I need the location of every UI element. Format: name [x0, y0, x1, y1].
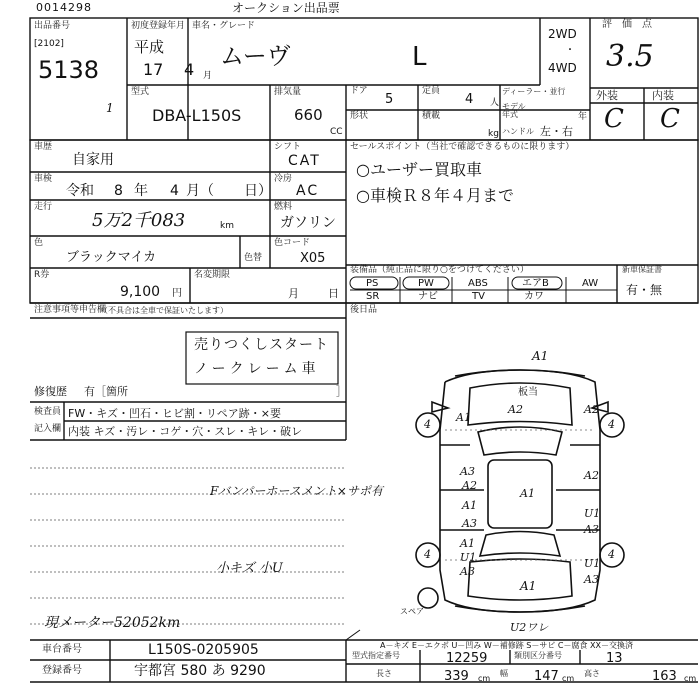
plate-value: 宇都宮 580 あ 9290: [134, 663, 266, 679]
ext-grade: C: [604, 104, 624, 134]
note-bumper: Fバンパーホースメント×サポ有: [210, 484, 383, 498]
fuel-value: ガソリン: [280, 215, 336, 231]
stamp-line-2: ノークレーム車: [194, 361, 320, 377]
load-unit: kg: [488, 129, 499, 139]
shift-label: シフト: [274, 142, 302, 152]
width-value: 147: [534, 669, 559, 684]
warranty-label: 新車保証書: [622, 265, 662, 274]
expire-label: 名変期限: [194, 270, 231, 280]
model-name: ムーヴ: [220, 42, 291, 70]
model-year-label: モデル年式: [502, 102, 526, 119]
wheel-fl-label: 4: [424, 418, 431, 431]
chassis-label: 車台番号: [42, 644, 82, 655]
diagram-label-a1-rear: A1: [520, 579, 537, 593]
inspection-era: 令和: [66, 183, 94, 199]
after-date-label: 後日品: [350, 305, 378, 315]
note-current-meter: 現メーター52052km: [44, 615, 181, 631]
fuel-label: 燃料: [274, 202, 293, 212]
diagram-label-a2-hood: A2: [508, 403, 523, 416]
equip-pw: PW: [418, 278, 434, 289]
lot-number: 5138: [38, 56, 100, 84]
diagram-label-u1-lr: U1: [460, 551, 477, 564]
height-unit: cm: [684, 674, 697, 683]
int-label: 内装: [652, 89, 674, 102]
diagram-label-a2-rf: A2: [584, 403, 599, 416]
equip-aw: AW: [582, 278, 599, 289]
diagram-label-u2-crack: U2ワレ: [510, 621, 549, 634]
inspection-month: 4: [170, 183, 179, 199]
ac-label: 冷房: [274, 174, 293, 184]
wheel-rl-label: 4: [424, 548, 431, 561]
form-title: オークション出品票: [232, 1, 340, 15]
plate-label: 登録番号: [42, 665, 82, 676]
displacement-value: 660: [294, 106, 323, 124]
handle-label: ハンドル: [502, 127, 534, 136]
color-label: 色: [34, 238, 44, 248]
warranty-value: 有・無: [626, 283, 663, 297]
check-label-2: 記入欄: [34, 424, 62, 434]
diagram-label-a3-l2: A3: [462, 517, 477, 530]
inspection-day-unit: 日）: [244, 183, 272, 199]
check-row-1: FW・キズ・凹石・ヒビ割・リペア跡・×要: [68, 407, 281, 420]
mileage-unit: km: [220, 221, 234, 231]
equip-leather: カワ: [524, 291, 544, 302]
inspection-year: 8: [114, 183, 123, 199]
spare-label: スペア: [400, 607, 424, 616]
ac-value: AC: [296, 183, 320, 199]
diagram-label-a1-roof: A1: [520, 487, 535, 500]
shift-value: CAT: [288, 153, 321, 169]
repair-value: 有［箇所: [84, 385, 128, 398]
door-label: ドア: [350, 86, 368, 96]
ticket-label-2: 類別区分番号: [514, 651, 562, 660]
sales-point-2: ○車検Ｒ８年４月まで: [356, 186, 514, 205]
mileage-value: 5万2千083: [92, 210, 186, 231]
equip-navi: ナビ: [418, 291, 438, 302]
check-row-2: 内装 キズ・汚レ・コゲ・穴・スレ・キレ・破レ: [68, 425, 303, 438]
recycle-unit: 円: [172, 288, 182, 299]
shape-label: 形状: [350, 111, 369, 121]
model-grade: L: [412, 42, 427, 72]
model-year-unit: 年: [578, 112, 588, 122]
type-label: 型式: [131, 87, 150, 97]
recycle-label: R券: [34, 270, 50, 280]
lot-code: [2102]: [34, 39, 64, 49]
handle-value: 左・右: [540, 125, 573, 138]
model-label: 車名・グレード: [192, 21, 256, 31]
dealer-label: ディーラー・並行: [502, 87, 566, 96]
mileage-label: 走行: [34, 202, 53, 212]
barcode-number: 0014298: [36, 1, 92, 14]
color-code-label: 色コード: [274, 238, 311, 248]
diagram-label-a1-lr: A1: [460, 537, 475, 550]
notes-label: 注意事項等申告欄: [34, 305, 107, 315]
displacement-unit: CC: [330, 127, 343, 137]
load-label: 積載: [422, 111, 441, 121]
length-label: 長さ: [376, 669, 392, 678]
damage-legend: A－キズ E－エクボ U－凹み W－補修跡 S－サビ C－腐食 XX－交換済: [380, 641, 634, 650]
score-label: 評 価 点: [602, 19, 652, 30]
equip-abs: ABS: [468, 278, 488, 289]
first-reg-era: 平成: [134, 38, 165, 56]
diagram-label-a3-l1: A3: [460, 465, 475, 478]
height-label: 高さ: [584, 669, 600, 678]
first-reg-year: 17: [143, 60, 164, 79]
equip-ps: PS: [366, 278, 379, 289]
height-value: 163: [652, 669, 677, 684]
displacement-label: 排気量: [274, 87, 302, 97]
ticket-label-1: 型式指定番号: [352, 651, 400, 660]
ticket-value-1: 12259: [446, 651, 488, 666]
note-small-scratch: 小キズ 小U: [216, 561, 283, 576]
stamp-line-1: 売りつくしスタート: [194, 337, 329, 353]
inspection-label: 車検: [34, 174, 53, 184]
equip-tv: TV: [472, 291, 485, 302]
capacity-unit: 人: [490, 98, 500, 108]
lot-mark: 1: [106, 101, 114, 115]
diagram-label-u1-r1: U1: [584, 507, 601, 520]
score-value: 3.5: [606, 39, 654, 74]
drive-2wd: 2WD: [548, 27, 577, 41]
diagram-label-u1-r2: U1: [584, 557, 601, 570]
diagram-label-a3-lr: A3: [460, 565, 475, 578]
ticket-value-2: 13: [606, 651, 623, 666]
int-grade: C: [660, 104, 680, 134]
expire-day: 日: [328, 287, 339, 300]
repair-label: 修復歴: [34, 385, 67, 398]
lot-label: 出品番号: [34, 21, 71, 31]
width-label: 幅: [500, 669, 508, 678]
chassis-value: L150S-0205905: [148, 642, 259, 658]
equip-sr: SR: [366, 291, 380, 302]
equip-airbag: エアB: [522, 278, 549, 289]
first-reg-label: 初度登録年月: [131, 21, 186, 31]
length-unit: cm: [478, 674, 491, 683]
sales-point-1: ○ユーザー買取車: [356, 160, 482, 179]
usage-label: 車歴: [34, 142, 53, 152]
equipment-label: 装備品（純正品に限り○をつけてください）: [350, 265, 529, 275]
first-reg-month-unit: 月: [203, 71, 213, 81]
diagram-label-a2-r: A2: [584, 469, 599, 482]
ext-label: 外装: [596, 89, 618, 102]
recycle-value: 9,100: [120, 284, 161, 300]
color-num-label: 色替: [244, 253, 263, 263]
length-value: 339: [444, 669, 469, 684]
color-value: ブラックマイカ: [66, 250, 157, 265]
diagram-label-a1-front: A1: [532, 349, 549, 363]
inspection-year-unit: 年: [134, 183, 148, 199]
drive-4wd: 4WD: [548, 61, 577, 75]
type-value: DBA-L150S: [152, 106, 242, 125]
wheel-fr-label: 4: [608, 418, 615, 431]
repair-bracket: ］: [336, 385, 347, 398]
expire-month: 月: [288, 287, 299, 300]
diagram-gloss: 板当: [518, 387, 538, 398]
wheel-rr-label: 4: [608, 548, 615, 561]
sales-points-label: セールスポイント（当社で確認できるものに限ります）: [350, 142, 575, 152]
diagram-label-a1-l: A1: [462, 499, 477, 512]
door-value: 5: [385, 92, 394, 107]
capacity-label: 定員: [422, 86, 441, 96]
check-label-1: 検査員: [34, 407, 62, 417]
diagram-label-a3-r1: A3: [584, 523, 599, 536]
diagram-label-a2-l: A2: [462, 479, 477, 492]
diagram-label-a3-r2: A3: [584, 573, 599, 586]
first-reg-month: 4: [184, 60, 195, 79]
color-code: X05: [300, 251, 326, 266]
width-unit: cm: [562, 674, 575, 683]
diagram-label-a1-lf: A1: [456, 411, 471, 424]
inspection-month-unit: 月（: [186, 183, 214, 199]
usage-value: 自家用: [72, 152, 114, 168]
capacity-value: 4: [465, 92, 474, 107]
notes-sub: （不具合は全車で保証いたします）: [100, 306, 228, 315]
